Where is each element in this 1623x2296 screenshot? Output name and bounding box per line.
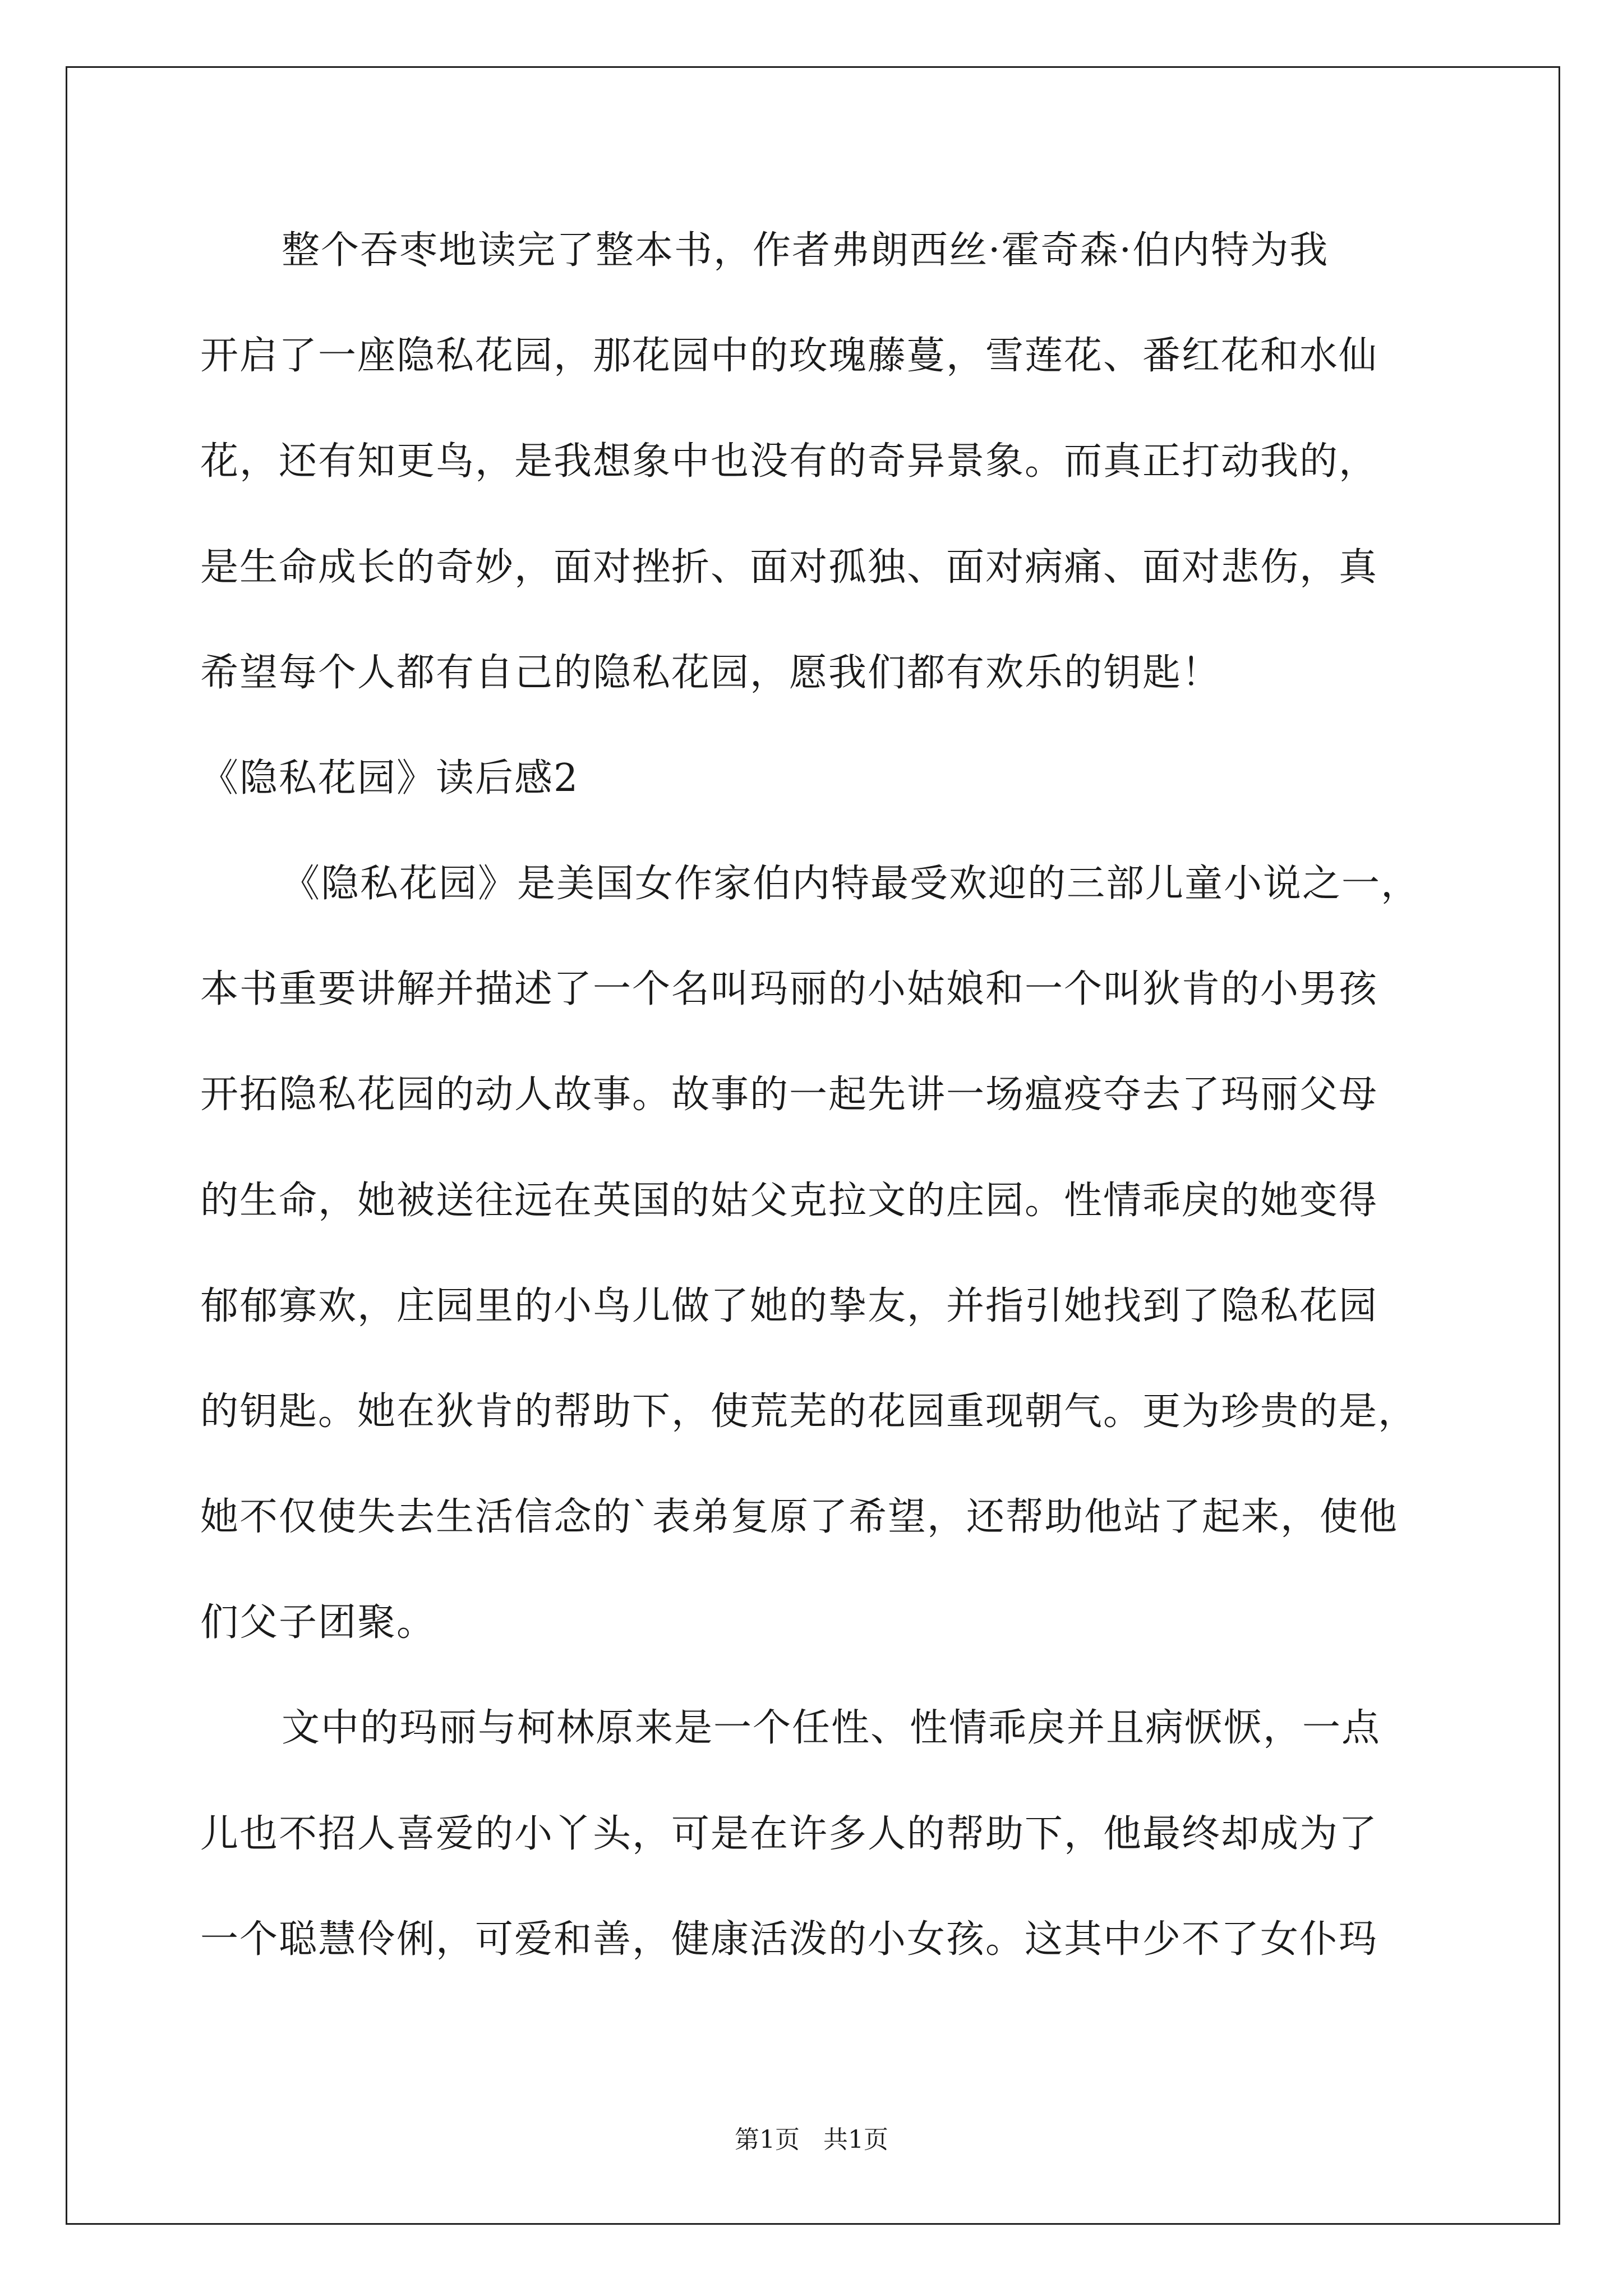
page-total: 共1页 — [823, 2125, 888, 2154]
paragraph-3-line-1: 文中的玛丽与柯林原来是一个任性、性情乖戾并且病恹恹，一点 — [282, 1706, 1381, 1750]
paragraph-2-line-2: 本书重要讲解并描述了一个名叫玛丽的小姑娘和一个叫狄肯的小男孩 — [200, 967, 1378, 1011]
paragraph-2-line-6: 的钥匙。她在狄肯的帮助下，使荒芜的花园重现朝气。更为珍贵的是， — [200, 1389, 1418, 1434]
paragraph-2-line-8: 们父子团聚。 — [200, 1600, 436, 1645]
paragraph-1-line-4: 是生命成长的奇妙，面对挫折、面对孤独、面对病痛、面对悲伤，真 — [200, 545, 1378, 590]
page-border — [66, 66, 1560, 2225]
page-number: 第1页 — [735, 2125, 800, 2154]
paragraph-2-line-1: 《隐私花园》是美国女作家伯内特最受欢迎的三部儿童小说之一， — [282, 862, 1421, 906]
paragraph-1-line-1: 整个吞枣地读完了整本书，作者弗朗西丝·霍奇森·伯内特为我 — [282, 228, 1329, 273]
paragraph-2-line-3: 开拓隐私花园的动人故事。故事的一起先讲一场瘟疫夺去了玛丽父母 — [200, 1073, 1378, 1117]
paragraph-2-line-4: 的生命，她被送往远在英国的姑父克拉文的庄园。性情乖戾的她变得 — [200, 1179, 1378, 1223]
paragraph-2-line-7: 她不仅使失去生活信念的`表弟复原了希望，还帮助他站了起来，使他 — [200, 1495, 1399, 1539]
paragraph-3-line-2: 儿也不招人喜爱的小丫头，可是在许多人的帮助下，他最终却成为了 — [200, 1812, 1378, 1856]
page-footer — [0, 2123, 1623, 2157]
paragraph-1-line-5: 希望每个人都有自己的隐私花园，愿我们都有欢乐的钥匙！ — [200, 651, 1221, 695]
paragraph-1-line-3: 花，还有知更鸟，是我想象中也没有的奇异景象。而真正打动我的， — [200, 439, 1378, 484]
section-heading: 《隐私花园》读后感2 — [200, 756, 579, 800]
paragraph-1-line-2: 开启了一座隐私花园，那花园中的玫瑰藤蔓，雪莲花、番红花和水仙 — [200, 334, 1378, 378]
paragraph-3-line-3: 一个聪慧伶俐，可爱和善，健康活泼的小女孩。这其中少不了女仆玛 — [200, 1917, 1378, 1962]
paragraph-2-line-5: 郁郁寡欢，庄园里的小鸟儿做了她的挚友，并指引她找到了隐私花园 — [200, 1284, 1378, 1328]
